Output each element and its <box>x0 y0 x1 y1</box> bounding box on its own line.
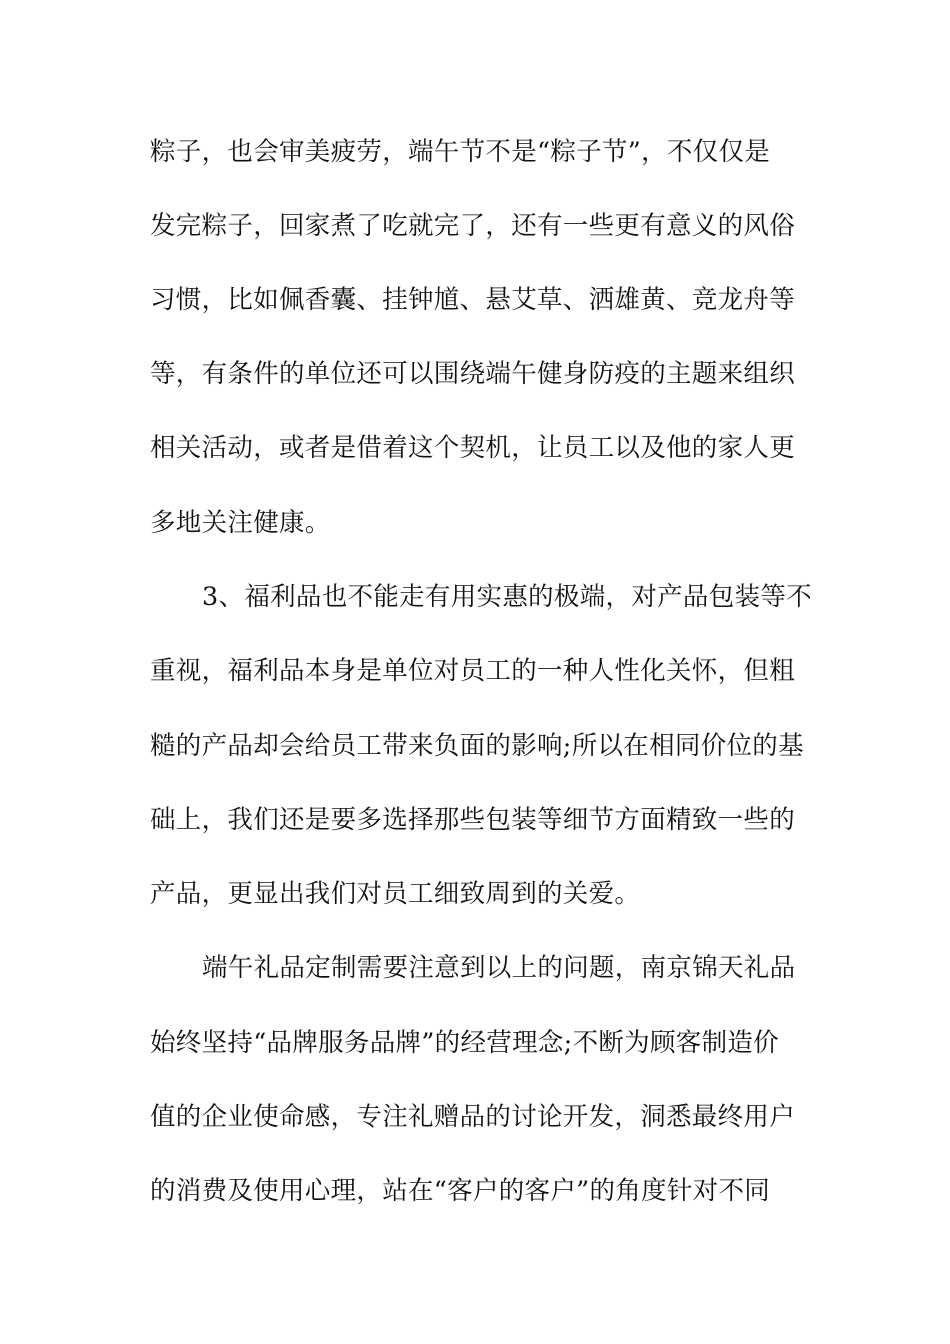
text-line: 相关活动，或者是借着这个契机，让员工以及他的家人更 <box>150 433 796 463</box>
text-line: 产品，更显出我们对员工细致周到的关爱。 <box>150 879 641 909</box>
text-line: 等，有条件的单位还可以围绕端午健身防疫的主题来组织 <box>150 359 796 389</box>
text-line: 重视，福利品本身是单位对员工的一种人性化关怀，但粗 <box>150 656 796 686</box>
text-line: 的消费及使用心理，站在“客户的客户”的角度针对不同 <box>150 1176 771 1206</box>
text-line: 习惯，比如佩香囊、挂钟馗、悬艾草、洒雄黄、竞龙舟等 <box>150 285 796 315</box>
text-line: 糙的产品却会给员工带来负面的影响;所以在相同价位的基 <box>150 731 804 761</box>
text-line: 3、福利品也不能走有用实惠的极端，对产品包装等不 <box>202 582 812 612</box>
text-line: 值的企业使命感，专注礼赠品的讨论开发，洞悉最终用户 <box>150 1102 796 1132</box>
text-line: 端午礼品定制需要注意到以上的问题，南京锦天礼品 <box>202 953 796 983</box>
text-line: 始终坚持“品牌服务品牌”的经营理念;不断为顾客制造价 <box>150 1028 779 1058</box>
text-line: 础上，我们还是要多选择那些包装等细节方面精致一些的 <box>150 805 796 835</box>
text-line: 发完粽子，回家煮了吃就完了，还有一些更有意义的风俗 <box>150 211 796 241</box>
text-line: 多地关注健康。 <box>150 508 331 538</box>
text-line: 粽子，也会审美疲劳，端午节不是“粽子节”，不仅仅是 <box>150 137 771 167</box>
